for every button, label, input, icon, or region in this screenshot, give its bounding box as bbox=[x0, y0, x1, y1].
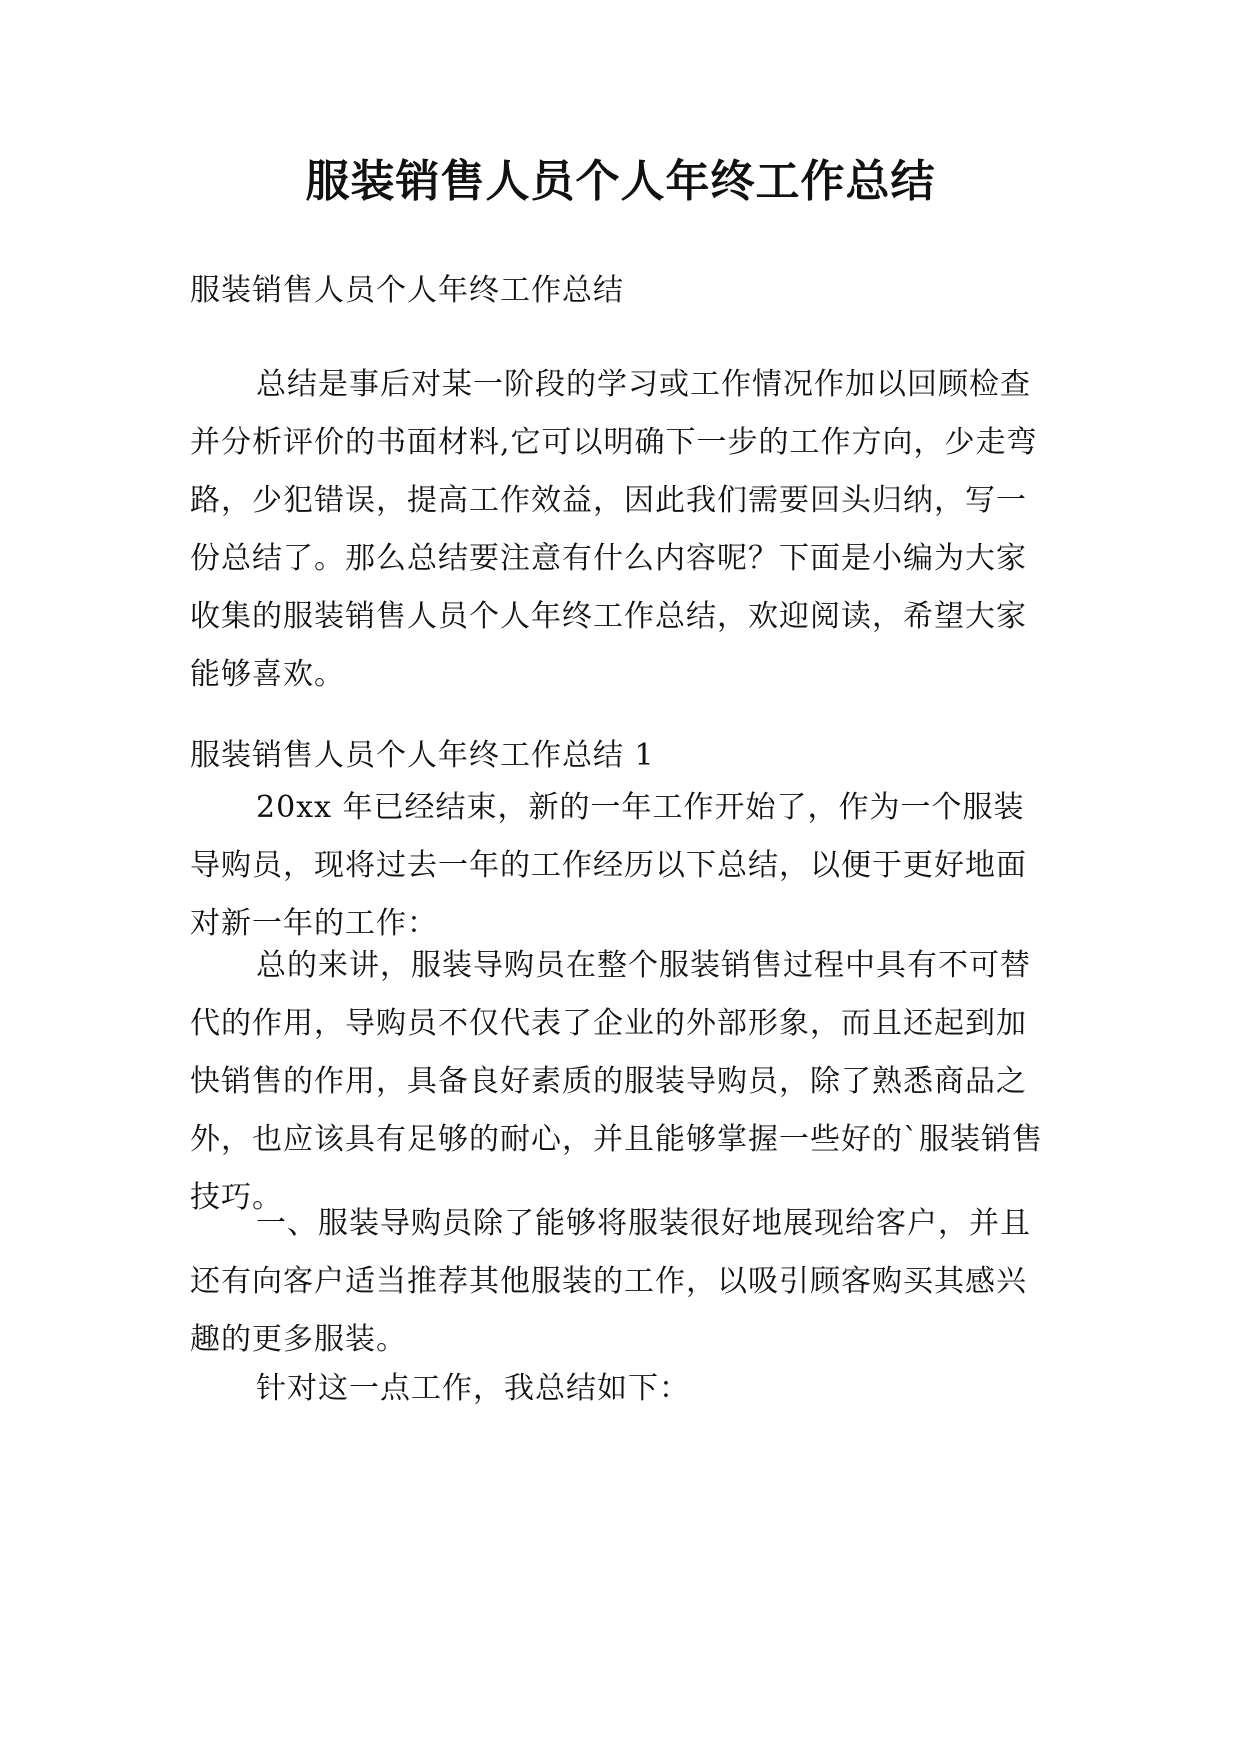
document-subtitle: 服装销售人员个人年终工作总结 bbox=[190, 273, 624, 308]
intro-paragraph: 总结是事后对某一阶段的学习或工作情况作加以回顾检查并分析评价的书面材料,它可以明确下一步的工作方向，少走弯路，少犯错误，提高工作效益，因此我们需要回头归纳，写一份总结了。那么总结要注意有什么内容呢？下面是小编为大家收集的服装销售人员个人年终工作总结，欢迎阅读，希望大家能够喜欢。 bbox=[190, 367, 1038, 692]
body-paragraph: 总的来讲，服装导购员在整个服装销售过程中具有不可替代的作用，导购员不仅代表了企业的外部形象，而且还起到加快销售的作用，具备良好素质的服装导购员，除了熟悉商品之外，也应该具有足够的耐心，并且能够掌握一些好的`服装销售技巧。 bbox=[190, 948, 1043, 1215]
section-heading: 服装销售人员个人年终工作总结 1 bbox=[190, 738, 655, 773]
body-paragraph: 一、服装导购员除了能够将服装很好地展现给客户，并且还有向客户适当推荐其他服装的工作，以吸引顾客购买其感兴趣的更多服装。 bbox=[190, 1206, 1031, 1357]
document-title: 服装销售人员个人年终工作总结 bbox=[305, 156, 936, 207]
body-paragraph: 20xx 年已经结束，新的一年工作开始了，作为一个服装导购员，现将过去一年的工作经历以下总结，以便于更好地面对新一年的工作： bbox=[190, 790, 1027, 941]
body-paragraph: 针对这一点工作，我总结如下： bbox=[256, 1371, 690, 1406]
